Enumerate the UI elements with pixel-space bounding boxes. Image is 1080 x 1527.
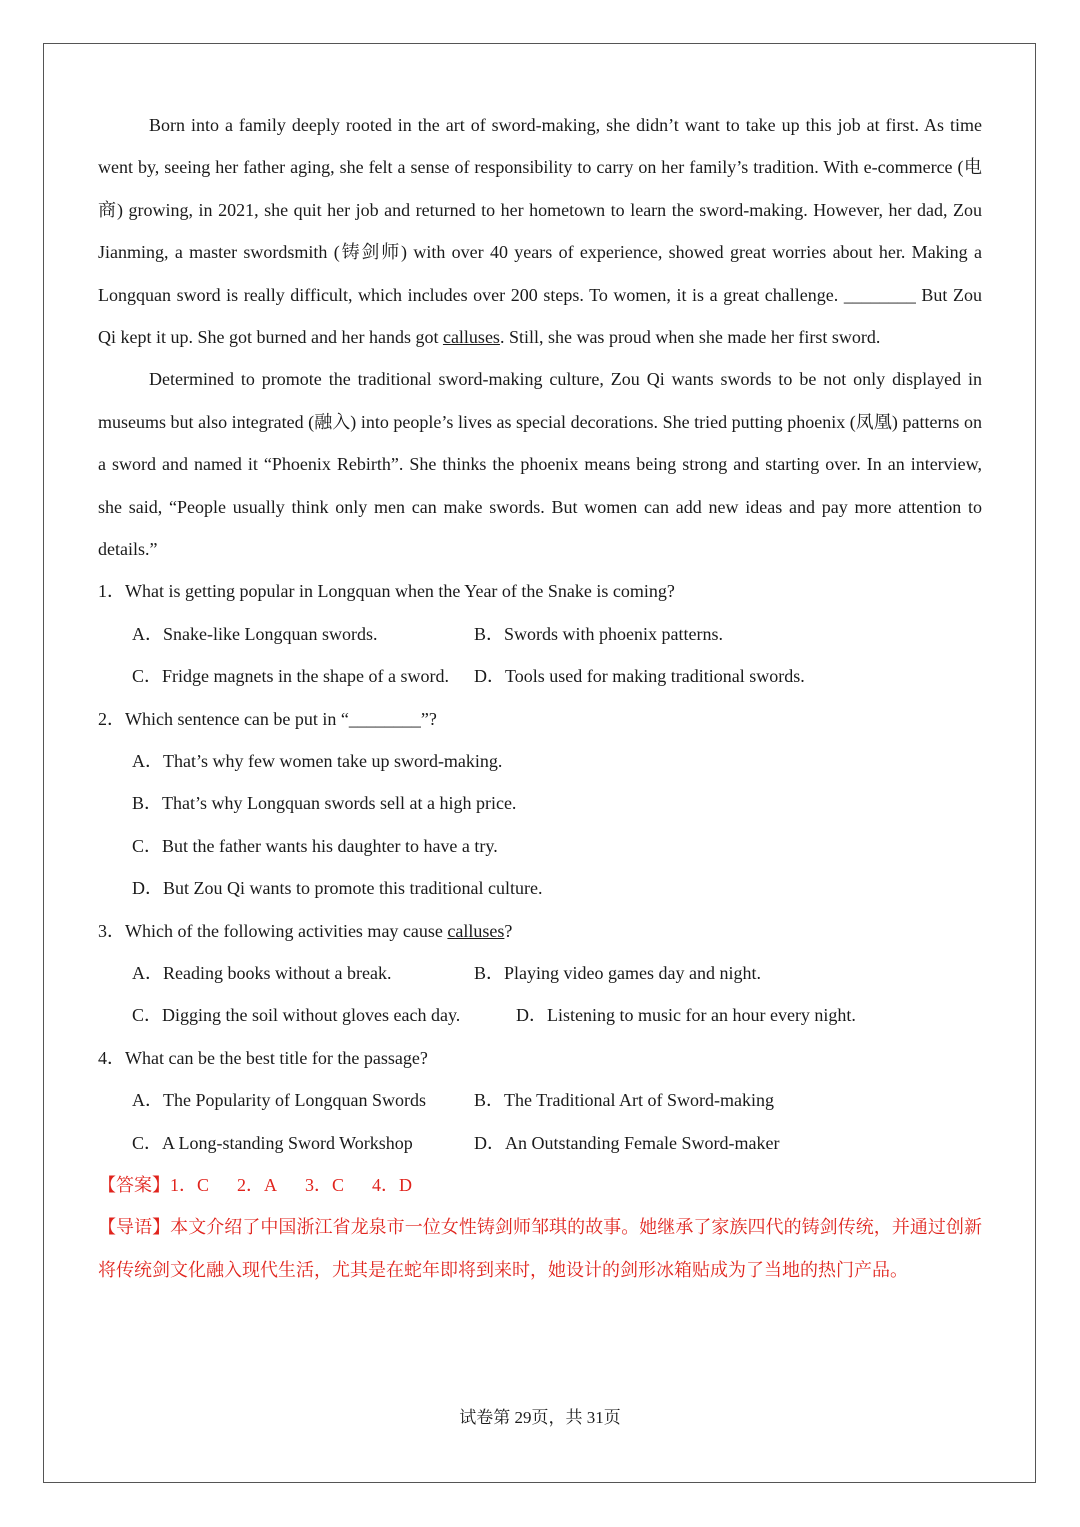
passage-paragraph-2: Determined to promote the traditional sword-making culture, Zou Qi wants swords to be not only displayed in museums but also integrated (融入) into people’s lives as special decorations. She tried putting phoenix (凤凰) patterns on a sword and named it “Phoenix Rebirth”. She thinks the phoenix means being strong and starting over. In an interview, she said, “People usually think only men can make swords. But women can add new ideas and pay more attention to details.”: [98, 369, 982, 560]
question-4-options-row-1: [98, 1079, 982, 1121]
page-footer: 试卷第 29页，共 31页: [459, 1408, 621, 1427]
question-4-options-row-2: [98, 1122, 982, 1164]
intro-paragraph: [98, 1206, 982, 1291]
question-3-options-row-2: [98, 994, 982, 1036]
question-4-option-c[interactable]: C．A Long-standing Sword Workshop: [132, 1132, 413, 1153]
question-2-option-b[interactable]: B．That’s why Longquan swords sell at a high price.: [132, 793, 517, 814]
question-1-option-c[interactable]: C．Fridge magnets in the shape of a sword.: [132, 666, 449, 687]
question-4-option-b[interactable]: B．The Traditional Art of Sword-making: [474, 1090, 774, 1111]
answer-item: 1．C: [170, 1174, 210, 1195]
question-2-option-c[interactable]: C．But the father wants his daughter to have a try.: [132, 835, 498, 856]
question-2-stem: 2．Which sentence can be put in “________”?: [98, 708, 437, 729]
question-1-options-row-1: [98, 613, 982, 655]
paragraph-1-tail: . Still, she was proud when she made her first sword.: [499, 327, 881, 348]
intro-label: 【导语】: [98, 1217, 171, 1238]
answer-item: 2．A: [237, 1174, 278, 1195]
answer-item: 3．C: [305, 1174, 345, 1195]
question-3-option-b[interactable]: B．Playing video games day and night.: [474, 962, 761, 983]
passage-paragraph-1: [98, 104, 982, 358]
question-1-option-b[interactable]: B．Swords with phoenix patterns.: [474, 623, 723, 644]
question-2-option-d[interactable]: D．But Zou Qi wants to promote this traditional culture.: [132, 878, 543, 899]
question-2-option-d-row: [98, 867, 982, 909]
question-2-option-a-row: [98, 740, 982, 782]
question-3-option-a[interactable]: A．Reading books without a break.: [132, 962, 392, 983]
question-1-stem: 1．What is getting popular in Longquan when the Year of the Snake is coming?: [98, 581, 675, 602]
question-3-stem-text: 3．Which of the following activities may cause: [98, 920, 448, 941]
question-3-options-row-1: [98, 952, 982, 994]
question-2-option-c-row: [98, 825, 982, 867]
question-2-option-a[interactable]: A．That’s why few women take up sword-making.: [132, 751, 503, 772]
question-3-underlined-word: calluses: [447, 920, 505, 941]
question-3-stem-end: ?: [504, 920, 513, 941]
question-3-option-c[interactable]: C．Digging the soil without gloves each day.: [132, 1005, 461, 1026]
question-4-stem: 4．What can be the best title for the passage?: [98, 1047, 428, 1068]
paragraph-1-text: Born into a family deeply rooted in the art of sword-making, she didn’t want to take up this job at first. As time went by, seeing her father aging, she felt a sense of responsibility to carry on her family’s tradition. With e-commerce (电商) growing, in 2021, she quit her job and returned to her hometown to learn the sword-making. However, her dad, Zou Jianming, a master swordsmith (铸剑师) with over 40 years of experience, showed great worries about her. Making a Longquan sword is really difficult, which includes over 200 steps. To women, it is a great challenge. ________ But Zou Qi kept it up. She got burned and her hands got: [98, 115, 982, 348]
answer-label: 【答案】: [98, 1174, 170, 1195]
question-1-option-a[interactable]: A．Snake-like Longquan swords.: [132, 623, 378, 644]
question-2-option-b-row: [98, 782, 982, 824]
intro-text: 本文介绍了中国浙江省龙泉市一位女性铸剑师邹琪的故事。她继承了家族四代的铸剑传统，并通过创新将传统剑文化融入现代生活，尤其是在蛇年即将到来时，她设计的剑形冰箱贴成为了当地的热门产品。: [98, 1217, 983, 1280]
question-3-option-d[interactable]: D．Listening to music for an hour every night.: [516, 1005, 856, 1026]
page-content: [98, 104, 982, 1291]
question-4-option-a[interactable]: A．The Popularity of Longquan Swords: [132, 1090, 426, 1111]
answer-item: 4．D: [372, 1174, 413, 1195]
answer-line: [98, 1164, 982, 1206]
question-1-options-row-2: [98, 655, 982, 697]
question-1-option-d[interactable]: D．Tools used for making traditional swords.: [474, 666, 805, 687]
question-4-option-d[interactable]: D．An Outstanding Female Sword-maker: [474, 1132, 780, 1153]
question-3-stem: [98, 910, 982, 952]
underlined-word: calluses: [442, 327, 500, 348]
